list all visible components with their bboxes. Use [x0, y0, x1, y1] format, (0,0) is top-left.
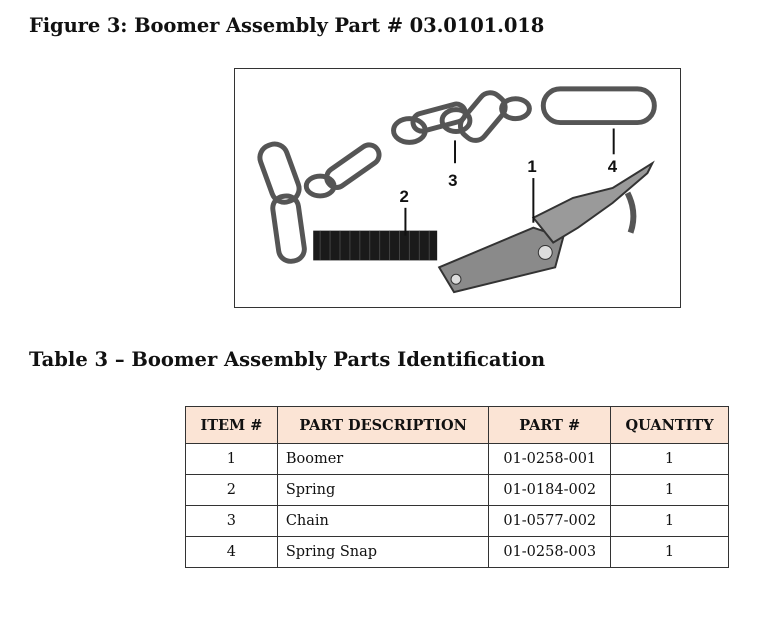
callout-2: 2 [399, 186, 409, 206]
table-title: Table 3 – Boomer Assembly Parts Identification [29, 348, 546, 371]
callout-4: 4 [607, 157, 618, 177]
boomer-assembly-illustration [235, 69, 680, 307]
quantity: 1 [611, 506, 729, 537]
figure-title: Figure 3: Boomer Assembly Part # 03.0101.018 [29, 14, 545, 37]
column-header-item: ITEM # [186, 407, 278, 444]
table-row [186, 506, 729, 537]
part-number: 01-0184-002 [489, 475, 611, 506]
table-row [186, 537, 729, 568]
column-header-part: PART # [489, 407, 611, 444]
part-description: Spring Snap [277, 537, 489, 568]
table-header-row [186, 407, 729, 444]
part-number: 01-0258-003 [489, 537, 611, 568]
quantity: 1 [611, 475, 729, 506]
boomer-assembly-figure [234, 68, 681, 308]
quantity: 1 [611, 537, 729, 568]
part-description: Boomer [277, 444, 489, 475]
callout-1: 1 [527, 157, 537, 177]
callout-3: 3 [448, 171, 458, 191]
table-row [186, 475, 729, 506]
table-row [186, 444, 729, 475]
item-number: 1 [186, 444, 278, 475]
part-number: 01-0577-002 [489, 506, 611, 537]
column-header-quantity: QUANTITY [611, 407, 729, 444]
item-number: 4 [186, 537, 278, 568]
column-header-description: PART DESCRIPTION [277, 407, 489, 444]
part-description: Spring [277, 475, 489, 506]
parts-table [185, 406, 729, 568]
part-description: Chain [277, 506, 489, 537]
item-number: 3 [186, 506, 278, 537]
quantity: 1 [611, 444, 729, 475]
part-number: 01-0258-001 [489, 444, 611, 475]
item-number: 2 [186, 475, 278, 506]
